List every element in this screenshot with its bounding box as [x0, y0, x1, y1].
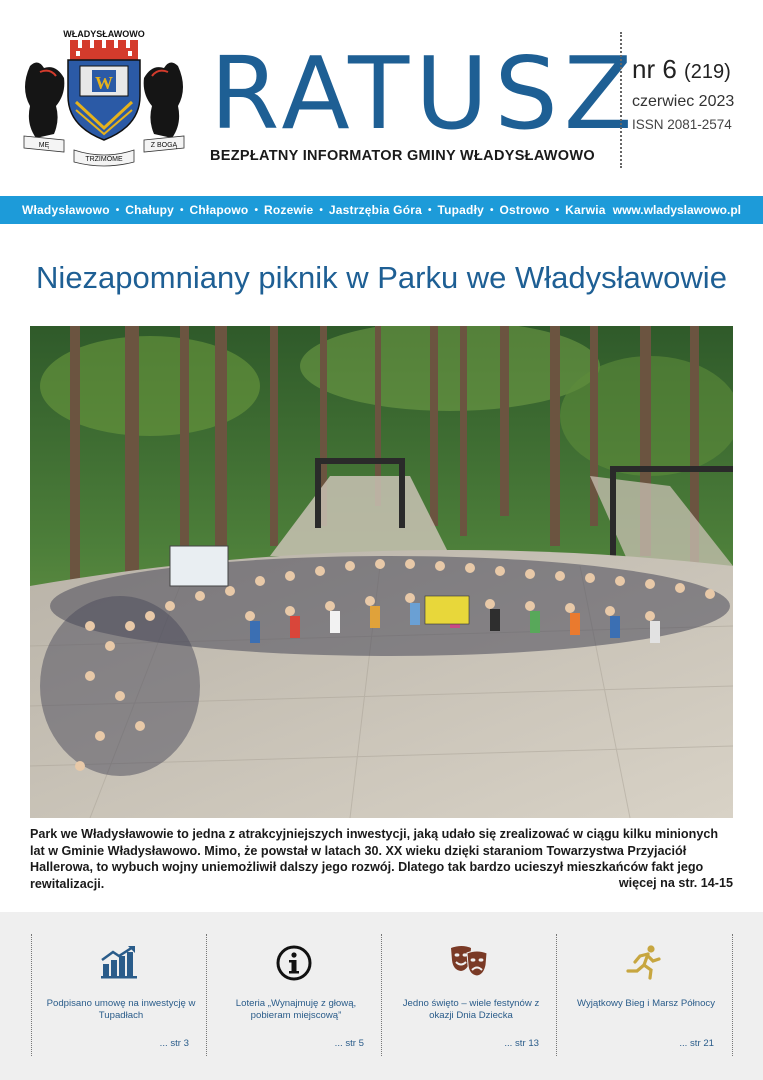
theater-masks-icon — [381, 944, 557, 984]
read-more-link[interactable]: więcej na str. 14-15 — [618, 876, 733, 890]
castle-icon — [70, 40, 138, 60]
teaser-page: ... str 3 — [159, 1038, 189, 1049]
issue-info — [632, 56, 757, 132]
teaser-title: Wyjątkowy Bieg i Marsz Północy — [577, 998, 715, 1009]
place-item: Karwia — [565, 203, 606, 217]
crest-shield-letter: W — [95, 73, 113, 93]
place-item: Tupadły — [437, 203, 484, 217]
teaser-divider — [732, 934, 733, 1056]
griffin-left-icon — [25, 62, 64, 138]
header-divider — [620, 32, 622, 168]
place-item: Chłapowo — [189, 203, 249, 217]
issue-date: czerwiec 2023 — [632, 93, 735, 110]
issue-number-total: (219) — [684, 61, 731, 83]
teaser-title: Podpisano umowę na inwestycję w Tupadłach — [46, 998, 196, 1021]
bar-chart-growth-icon — [31, 944, 207, 984]
teaser-card[interactable] — [381, 934, 557, 1056]
separator: • — [555, 204, 560, 216]
crest-motto-right: Z BOGĄ — [150, 142, 178, 149]
issue-number — [632, 56, 757, 85]
teaser-page: ... str 13 — [504, 1038, 539, 1049]
teaser-card[interactable] — [206, 934, 382, 1056]
teasers-section — [0, 912, 763, 1080]
article-photo — [30, 326, 733, 818]
website-link[interactable]: www.wladyslawowo.pl — [612, 203, 741, 217]
magazine-title: RATUSZ — [210, 35, 639, 152]
crest-motto-bottom: TRZIMÓME — [85, 156, 123, 163]
runner-icon — [556, 944, 732, 984]
separator: • — [319, 204, 323, 216]
griffin-right-icon — [144, 62, 183, 138]
article-lead: Park we Władysławowie to jedna z atrakcyjniejszych inwestycji, jaką udało się zrealizować w ciągu kilku minionych lat w Gminie Władysławowo. Mimo, że powstał w latach 30. XX wieku dzięki staraniom Towarzystwa Przyjaciół Hallerowa, to wybuch wojny uniemożliwił dalszy jego rozwój. Dlatego tak bardzo ucieszył mieszkańców fakt jego rewitalizacji. — [30, 827, 719, 891]
places-bar — [0, 196, 763, 224]
teaser-card[interactable] — [556, 934, 732, 1056]
teaser-title: Loteria „Wynajmuję z głową, pobieram miejscową” — [235, 998, 357, 1021]
crest-town-name: WŁADYSŁAWOWO — [63, 29, 145, 39]
info-icon — [206, 944, 382, 984]
separator: • — [490, 204, 494, 216]
place-item: Władysławowo — [22, 203, 110, 217]
masthead — [210, 35, 639, 164]
places-list — [22, 203, 606, 217]
separator: • — [180, 204, 184, 216]
separator: • — [427, 204, 432, 216]
article-headline: Niezapomniany piknik w Parku we Władysławowie — [36, 260, 727, 295]
teaser-page: ... str 21 — [679, 1038, 714, 1049]
crest-motto-left: MĘ — [38, 142, 50, 149]
town-crest-logo — [20, 28, 188, 168]
separator: • — [115, 204, 120, 216]
place-item: Rozewie — [263, 203, 314, 217]
magazine-subtitle: BEZPŁATNY INFORMATOR GMINY WŁADYSŁAWOWO — [210, 148, 595, 164]
issn: ISSN 2081-2574 — [632, 117, 732, 132]
place-item: Jastrzębia Góra — [328, 203, 422, 217]
issue-number-label: nr 6 — [632, 54, 677, 84]
place-item: Chałupy — [125, 203, 175, 217]
teaser-card[interactable] — [31, 934, 207, 1056]
separator: • — [254, 204, 258, 216]
teaser-page: ... str 5 — [334, 1038, 364, 1049]
place-item: Ostrowo — [499, 203, 550, 217]
teaser-title: Jedno święto – wiele festynów z okazji Dnia Dziecka — [402, 998, 540, 1021]
